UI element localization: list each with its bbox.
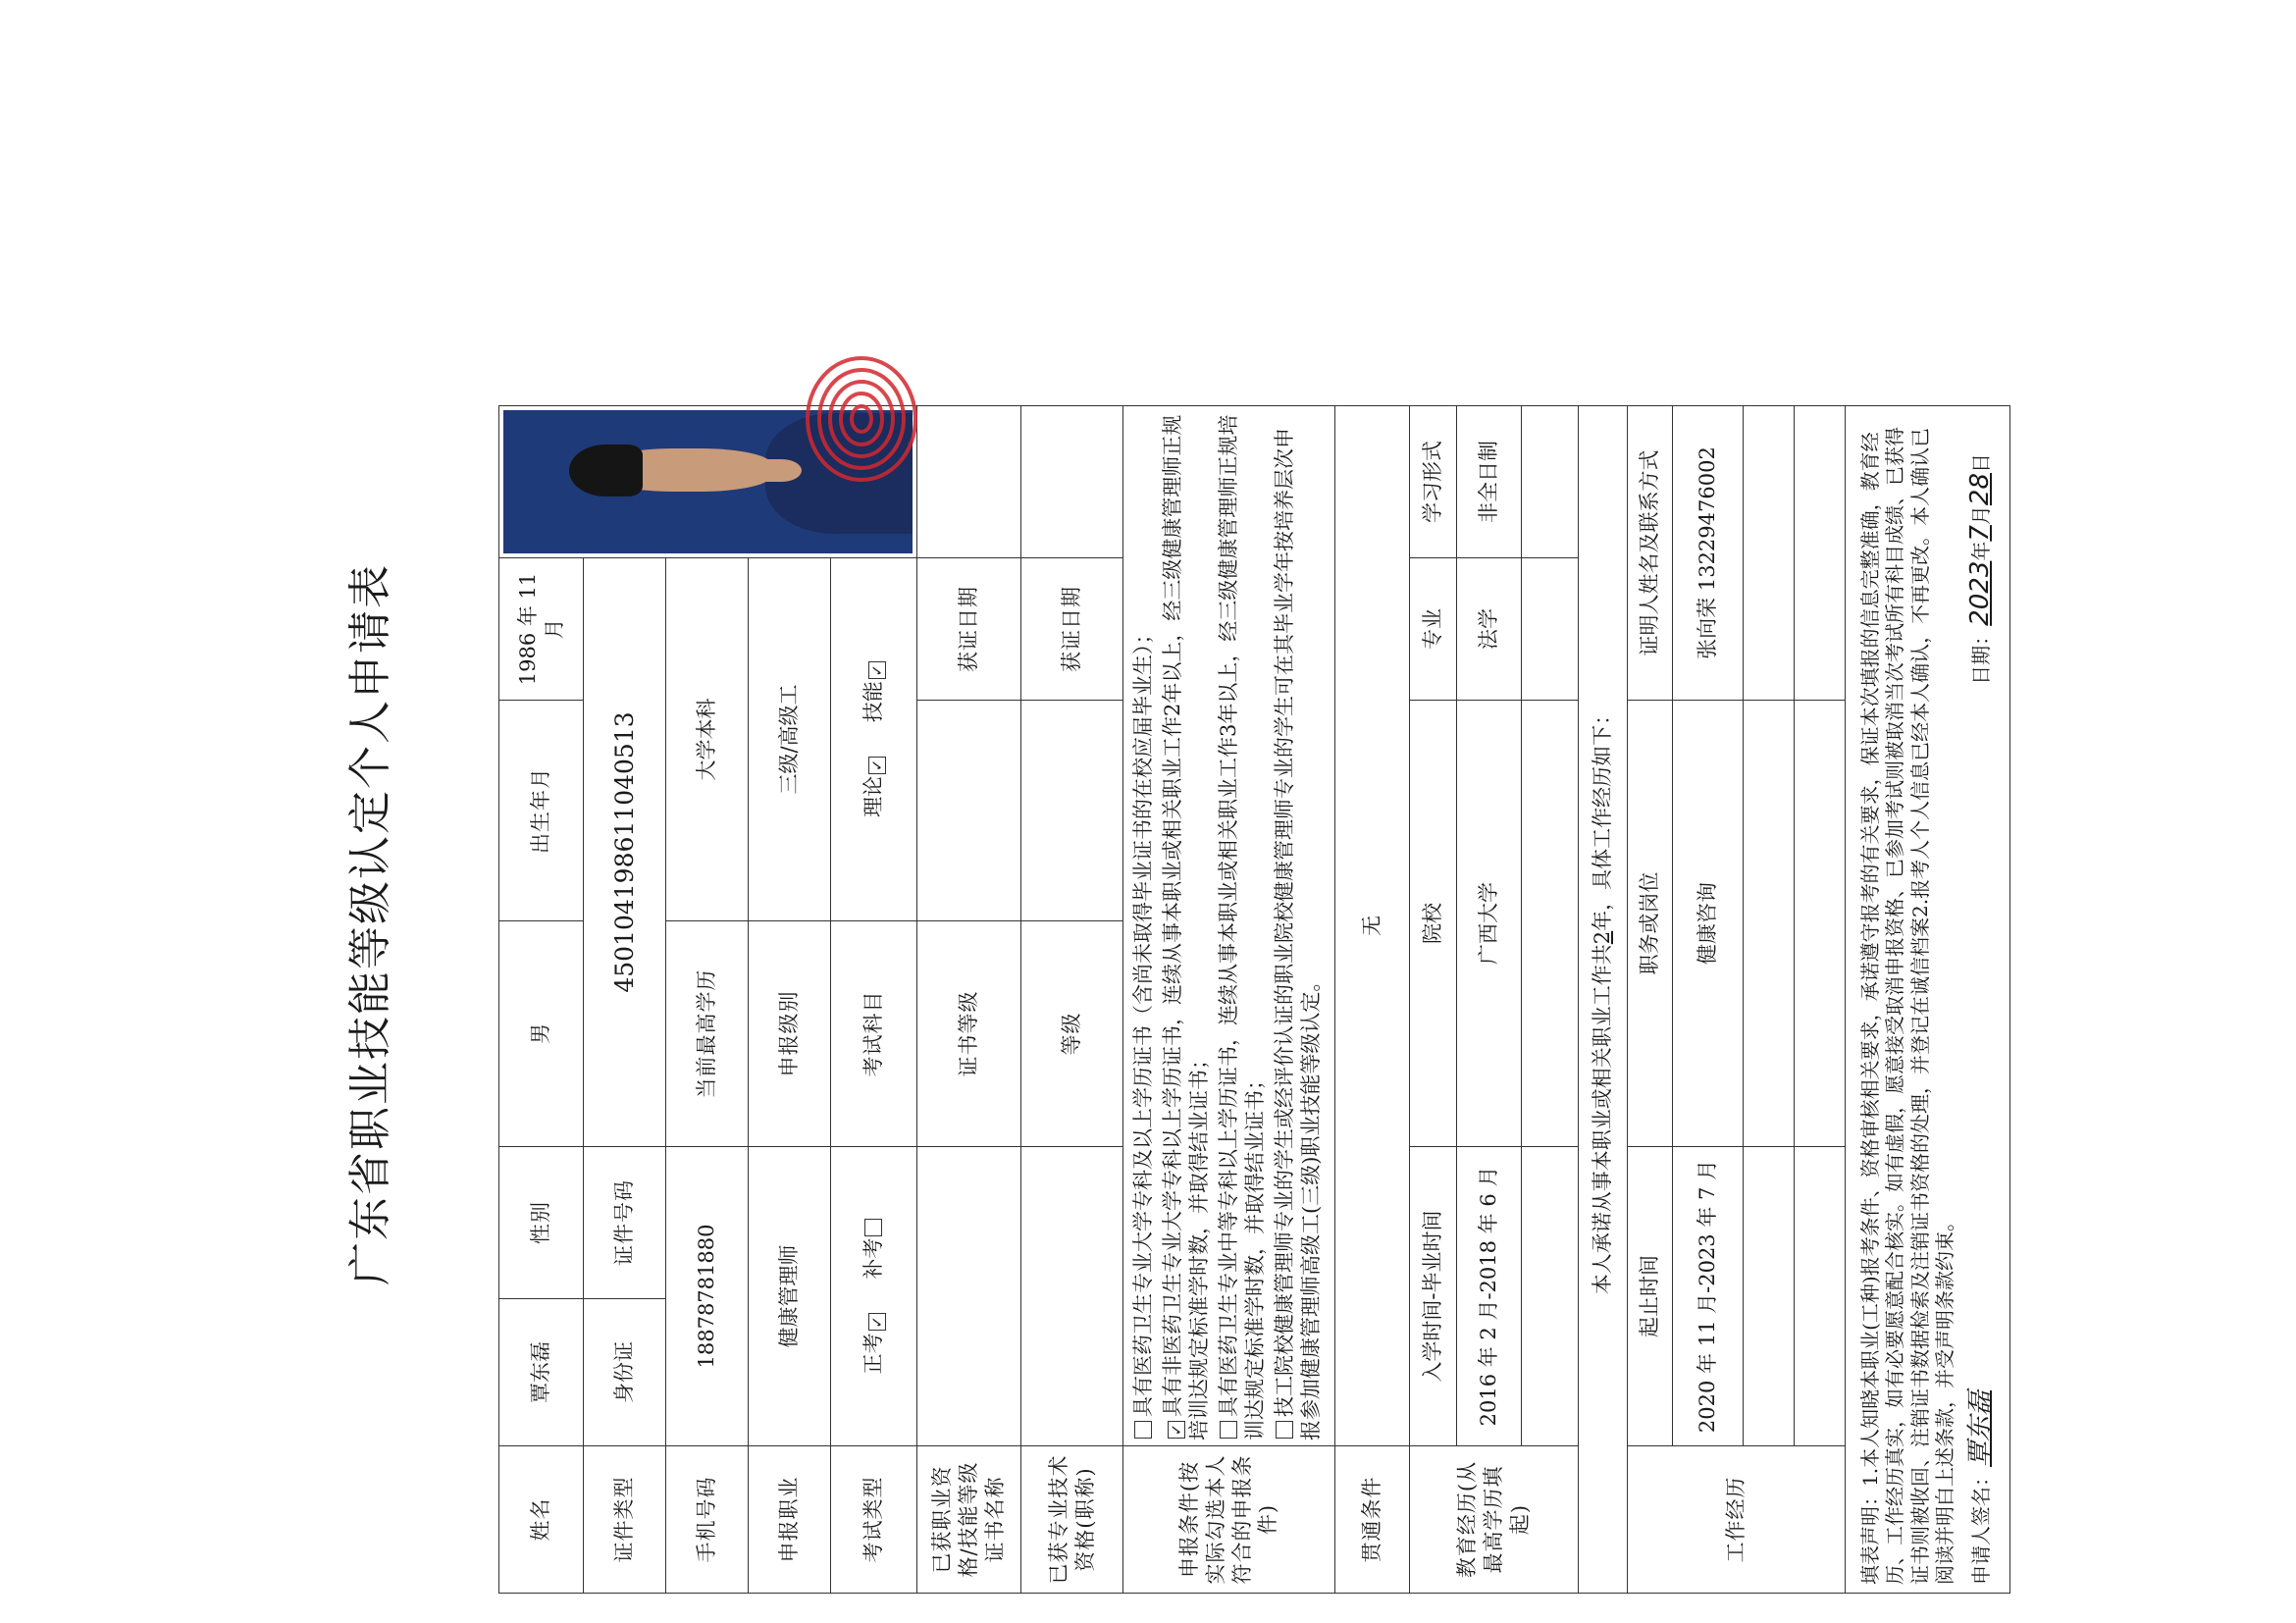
date-label: 日期： — [1969, 625, 1994, 685]
tech-date-value — [1021, 406, 1123, 558]
bridging-label: 贯通条件 — [1335, 1446, 1410, 1594]
tech-level-label: 等级 — [1021, 921, 1123, 1147]
sign-year: 2023 — [1965, 560, 1996, 626]
condition-checkbox[interactable] — [1168, 1421, 1185, 1439]
exam-type-options — [831, 1147, 917, 1446]
exam-makeup-label: 补考 — [861, 1237, 886, 1280]
tech-level-value — [1021, 701, 1123, 921]
exam-subject-options — [831, 558, 917, 921]
conditions-label: 申报条件(按实际勾选本人符合的申报条件) — [1123, 1446, 1335, 1594]
tech-title-value — [1021, 1147, 1123, 1446]
education-level-label: 当前最高学历 — [666, 921, 749, 1147]
gender-label: 性别 — [499, 1147, 584, 1299]
month-unit: 月 — [1969, 505, 1994, 526]
phone-label: 手机号码 — [666, 1446, 749, 1594]
signature-label: 申请人签名： — [1969, 1467, 1994, 1585]
cert-name-value — [917, 1147, 1021, 1446]
condition-checkbox[interactable] — [1276, 1421, 1293, 1439]
rotated-form-sheet — [278, 228, 2005, 1621]
applicant-signature: 覃东磊 — [1965, 1389, 1996, 1467]
exam-normal-label: 正考 — [861, 1333, 886, 1375]
sign-month: 7 — [1965, 525, 1996, 542]
education-level-value: 大学本科 — [666, 558, 749, 921]
exam-subject-label: 考试科目 — [831, 921, 917, 1147]
exam-makeup-checkbox[interactable] — [864, 1219, 882, 1236]
day-unit: 日 — [1969, 453, 1994, 473]
work-row-witness: 张向荣 13229476002 — [1673, 406, 1744, 701]
edu-row-school: 广西大学 — [1457, 701, 1522, 1147]
subject-skill-checkbox[interactable] — [868, 661, 886, 679]
cert-level-value — [917, 701, 1021, 921]
work-header-witness: 证明人姓名及联系方式 — [1628, 406, 1673, 701]
work-history-label: 工作经历 — [1628, 1446, 1846, 1594]
tech-title-label: 已获专业技术资格(职称) — [1021, 1446, 1123, 1594]
work-commitment-suffix: 年，具体工作经历如下： — [1591, 704, 1615, 931]
edu-row-major: 法学 — [1457, 558, 1522, 701]
name-label: 姓名 — [499, 1446, 584, 1594]
exam-type-label: 考试类型 — [831, 1446, 917, 1594]
work-commitment-prefix: 本人承诺从事本职业或相关职业工作共 — [1591, 944, 1615, 1295]
bridging-value: 无 — [1335, 406, 1410, 1446]
cert-name-label: 已获职业资格/技能等级证书名称 — [917, 1446, 1021, 1594]
occupation-value: 健康管理师 — [749, 1147, 831, 1446]
id-type-label: 证件类型 — [584, 1446, 666, 1594]
work-row-position: 健康咨询 — [1673, 701, 1744, 1147]
edu-header-mode: 学习形式 — [1410, 406, 1457, 558]
condition-text: 具有医药卫生专业中等专科以上学历证书，连续从事本职业或相关职业工作3年以上，经三级健康管理师正规培训达规定标准学时数，并取得结业证书； — [1217, 414, 1267, 1440]
application-form-table — [498, 405, 2010, 1594]
edu-row-mode: 非全日制 — [1457, 406, 1522, 558]
condition-checkbox[interactable] — [1134, 1421, 1152, 1439]
exam-normal-checkbox[interactable] — [868, 1313, 886, 1331]
year-unit: 年 — [1969, 541, 1994, 561]
cert-date-label: 获证日期 — [917, 558, 1021, 701]
occupation-label: 申报职业 — [749, 1446, 831, 1594]
condition-text: 技工院校健康管理师专业的学生或经评价认证的职业院校健康管理师专业的学生可在其毕业学年按培养层次申报参加健康管理师高级工(三级)职业技能等级认定。 — [1272, 428, 1323, 1440]
form-title: 广东省职业技能等级认定个人申请表 — [345, 563, 395, 1285]
id-number-label: 证件号码 — [584, 1147, 666, 1299]
condition-item — [1130, 411, 1157, 1440]
phone-value: 18878781880 — [666, 1147, 749, 1446]
condition-item — [1160, 411, 1213, 1440]
tech-date-label: 获证日期 — [1021, 558, 1123, 701]
cert-level-label: 证书等级 — [917, 921, 1021, 1147]
birth-label: 出生年月 — [499, 701, 584, 921]
subject-theory-checkbox[interactable] — [868, 757, 886, 774]
education-history-label: 教育经历(从最高学历填起) — [1410, 1446, 1579, 1594]
gender-value: 男 — [499, 921, 584, 1147]
apply-level-value: 三级/高级工 — [749, 558, 831, 921]
declaration-text: 填表声明：1.本人知晓本职业(工种)报考条件、资格审核相关要求，承诺遵守报考的有关要求，保证本次填报的信息完整准确，教育经历、工作经历真实，如有必要愿意配合核实。如有虚假，愿意接受取消申报资格、已参加考试则被取消当次考试所有科目成绩、已获得证书则被收回、注销证书数据检索及注销证书资格的处理，并登记在诚信档案2.报考人个人信息已经本人确认，不再更改。本人确认已阅读并明白上述条款，并受声明条款约束。 — [1857, 427, 1957, 1585]
subject-theory-label: 理论 — [861, 775, 886, 817]
edu-row-period: 2016 年 2 月-2018 年 6 月 — [1457, 1147, 1522, 1446]
conditions-list — [1123, 406, 1335, 1446]
condition-item — [1272, 411, 1325, 1440]
edu-header-period: 入学时间-毕业时间 — [1410, 1147, 1457, 1446]
work-header-period: 起止时间 — [1628, 1147, 1673, 1446]
work-header-position: 职务或岗位 — [1628, 701, 1673, 1147]
work-row-period: 2020 年 11 月-2023 年 7 月 — [1673, 1147, 1744, 1446]
condition-checkbox[interactable] — [1220, 1421, 1237, 1439]
name-value: 覃东磊 — [499, 1299, 584, 1446]
birth-value: 1986 年 11 月 — [499, 558, 584, 701]
condition-item — [1216, 411, 1269, 1440]
work-commitment — [1579, 406, 1628, 1594]
declaration-block — [1846, 406, 2010, 1594]
work-years: 2 — [1591, 930, 1615, 945]
apply-level-label: 申报级别 — [749, 921, 831, 1147]
edu-header-major: 专业 — [1410, 558, 1457, 701]
id-type-value: 身份证 — [584, 1299, 666, 1446]
sign-day: 28 — [1965, 473, 1996, 506]
subject-skill-label: 技能 — [861, 681, 886, 723]
fingerprint-stamp — [788, 340, 935, 497]
condition-text: 具有非医药卫生专业大学专科以上学历证书，连续从事本职业或相关职业工作2年以上，经三级健康管理师正规培训达规定标准学时数，并取得结业证书； — [1161, 414, 1212, 1440]
edu-header-school: 院校 — [1410, 701, 1457, 1147]
id-number-value: 450104198611040513 — [584, 558, 666, 1147]
condition-text: 具有医药卫生专业大学专科及以上学历证书（含尚未取得毕业证书的在校应届毕业生）； — [1131, 623, 1156, 1417]
